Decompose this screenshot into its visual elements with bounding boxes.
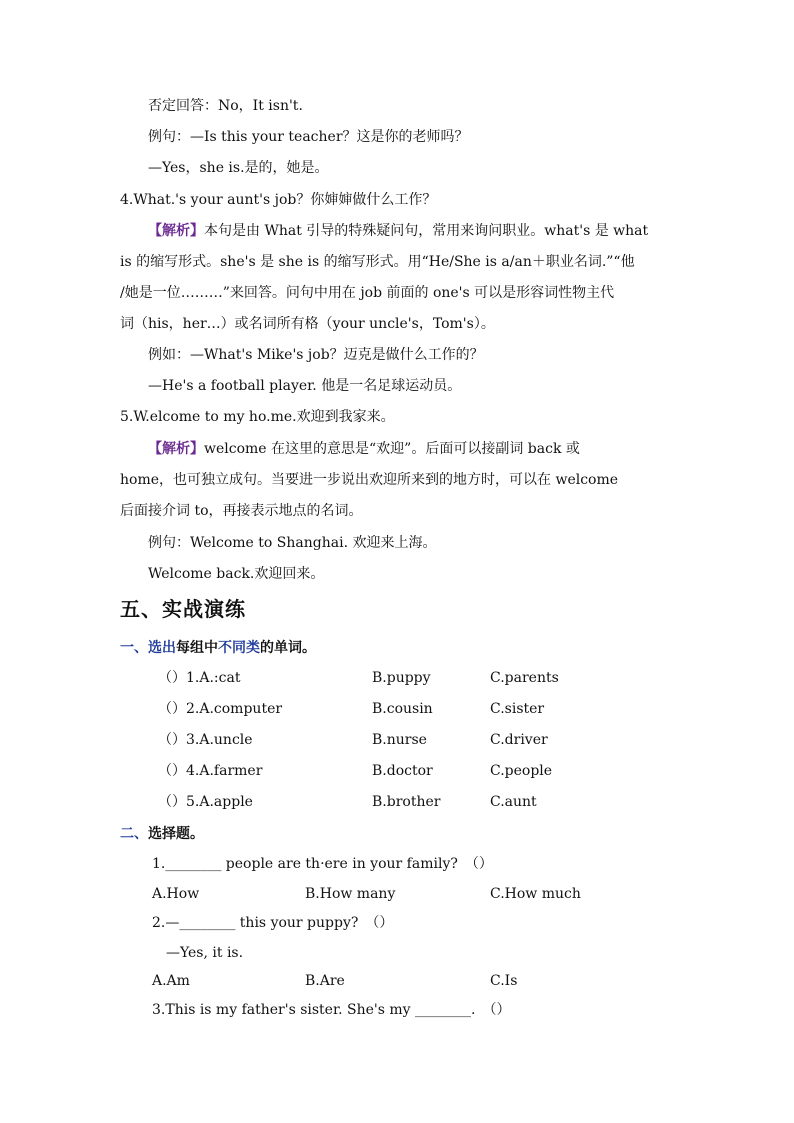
answer-negative: 否定回答：No，It isn't. [148,98,303,114]
option-c: C.Is [490,973,518,989]
mc-question-1: 1.________ people are th·ere in your family? （） [152,856,493,872]
analysis-4-line-4: 词（his，her…）或名词所有格（your uncle's，Tom's）。 [120,316,495,332]
analysis-5-line-3: 后面接介词 to，再接表示地点的名词。 [120,503,363,519]
option-c: C.How much [490,886,581,902]
option-a: （）5.A.apple [158,794,253,810]
option-a: A.Am [152,973,190,989]
analysis-4-line-2: is 的缩写形式。she's 是 she is 的缩写形式。用“He/She is a/an＋职业名词.”“他 [120,254,635,270]
option-a: （）4.A.farmer [158,763,263,779]
analysis-tag: 【解析】 [148,441,204,457]
option-b: B.nurse [372,732,427,748]
analysis-5-line-1 [148,439,580,459]
section-title: 五、实战演练 [120,597,246,621]
example-answer: —Yes，she is.是的，她是。 [148,160,329,176]
option-c: C.sister [490,701,545,717]
analysis-4-line-1 [148,221,648,241]
option-b: B.How many [305,886,396,902]
part1-title-d: 的单词。 [260,640,316,656]
option-c: C.aunt [490,794,537,810]
example-4-question: 例如：—What's Mike's job？迈克是做什么工作的？ [148,347,484,363]
option-b: B.Are [305,973,345,989]
part2-prefix: 二、 [120,826,148,842]
example-5-b: Welcome back.欢迎回来。 [148,566,325,582]
analysis-tag: 【解析】 [148,223,204,239]
option-c: C.people [490,763,553,779]
option-a: （）1.A.:cat [158,670,241,686]
analysis-text: welcome 在这里的意思是“欢迎”。后面可以接副词 back 或 [204,441,580,457]
option-a: （）3.A.uncle [158,732,253,748]
option-b: B.doctor [372,763,433,779]
part1-title-a: 选出 [148,640,176,656]
option-a: A.How [152,886,200,902]
option-c: C.driver [490,732,548,748]
option-b: B.brother [372,794,441,810]
part2-title [120,823,204,843]
question-5: 5.W.elcome to my ho.me.欢迎到我家来。 [120,409,395,425]
option-c: C.parents [490,670,559,686]
option-a: （）2.A.computer [158,701,283,717]
mc-question-3: 3.This is my father's sister. She's my ________. （） [152,1002,511,1018]
analysis-5-line-2: home，也可独立成句。当要进一步说出欢迎所来到的地方时，可以在 welcome [120,472,619,488]
part1-title-b: 每组中 [176,640,218,656]
example-question: 例句：—Is this your teacher？这是你的老师吗？ [148,129,469,145]
analysis-text: 本句是由 What 引导的特殊疑问句，常用来询问职业。what's 是 what [204,223,649,239]
option-b: B.puppy [372,670,431,686]
part1-prefix: 一、 [120,640,148,656]
question-4: 4.What.'s your aunt's job？你婶婶做什么工作？ [120,192,437,208]
analysis-4-line-3: /她是一位………”来回答。问句中用在 job 前面的 one's 可以是形容词性物主代 [120,285,615,301]
mc-question-2: 2.—________ this your puppy? （） [152,915,394,931]
part1-title-c: 不同类 [218,640,260,656]
mc-question-2-answer: —Yes, it is. [166,945,244,961]
part2-title-text: 选择题。 [148,826,204,842]
option-b: B.cousin [372,701,433,717]
part1-title [120,637,316,657]
example-4-answer: —He's a football player. 他是一名足球运动员。 [148,378,462,394]
example-5-a: 例句：Welcome to Shanghai. 欢迎来上海。 [148,535,437,551]
